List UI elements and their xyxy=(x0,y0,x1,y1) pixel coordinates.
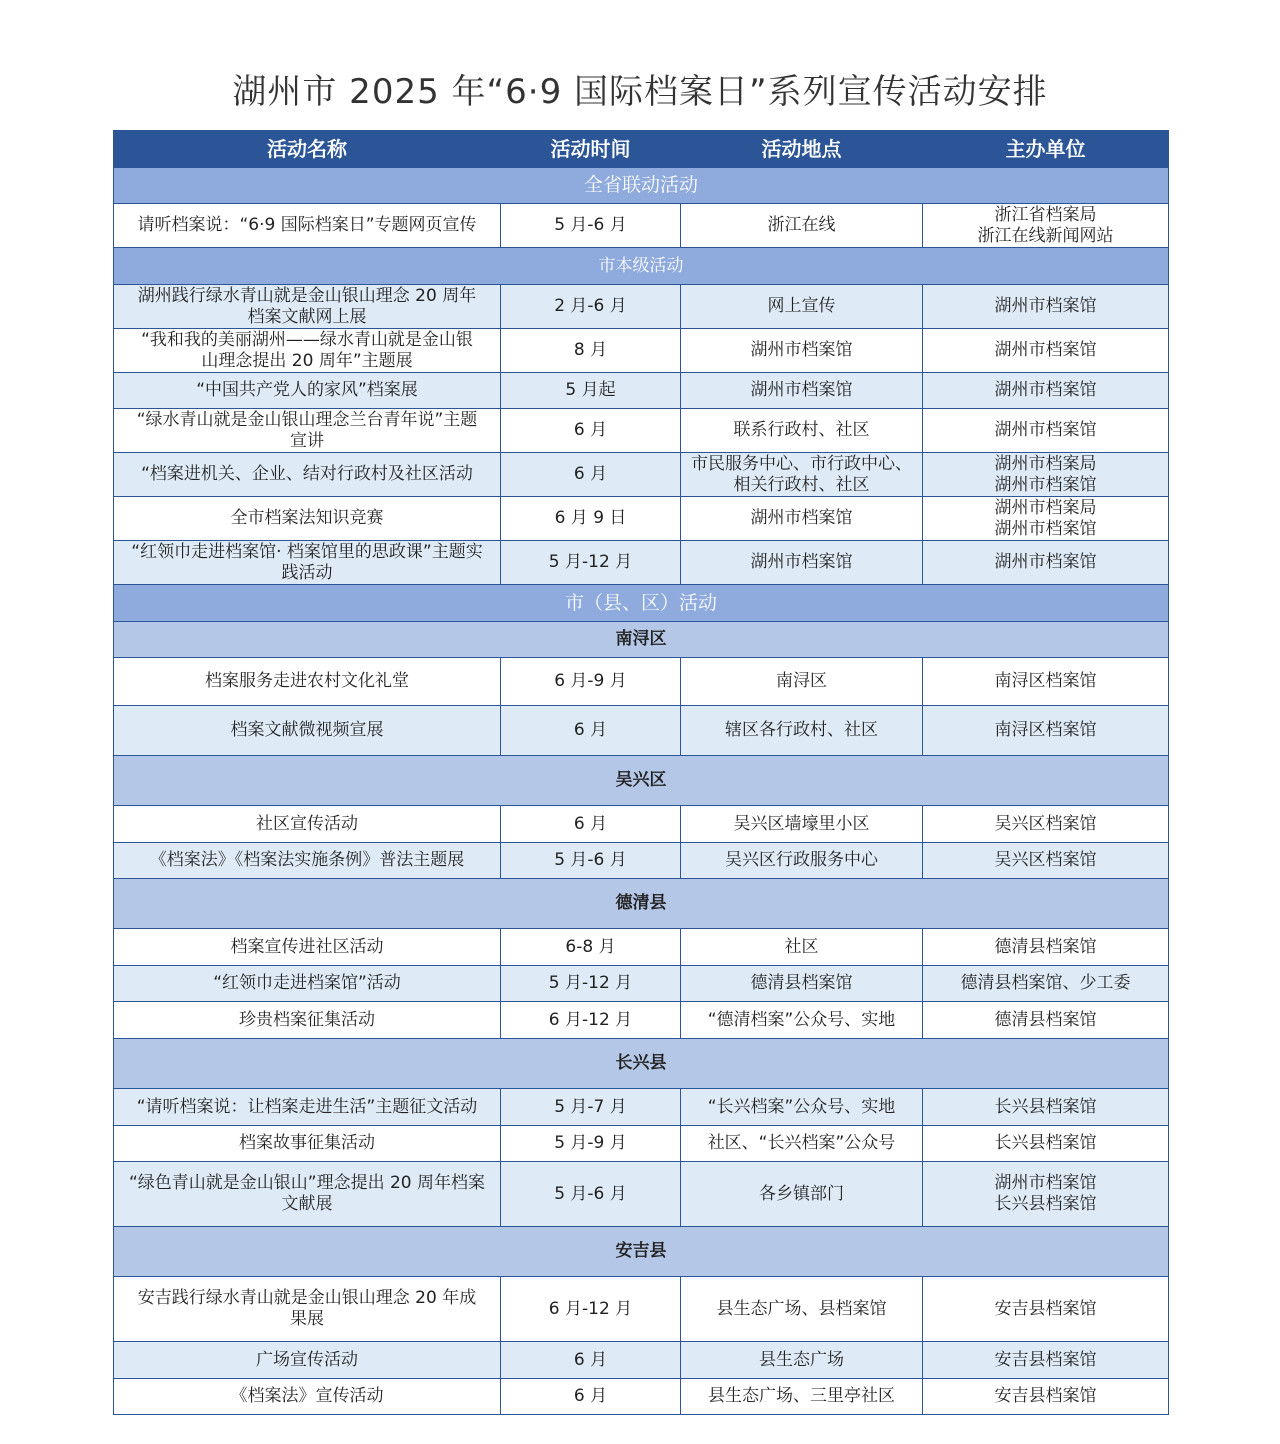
cell-name xyxy=(114,329,501,373)
table-row xyxy=(114,453,1169,497)
table-row xyxy=(114,1162,1169,1227)
cell-name xyxy=(114,409,501,453)
cell-time: 6 月-12 月 xyxy=(501,1002,681,1039)
cell-time: 2 月-6 月 xyxy=(501,285,681,329)
org-line: 湖州市档案馆 xyxy=(994,1173,1097,1193)
cell-name: “档案进机关、企业、结对行政村及社区活动 xyxy=(114,453,501,497)
cell-name xyxy=(114,541,501,585)
cell-place: 辖区各行政村、社区 xyxy=(681,706,923,756)
cell-place: 湖州市档案馆 xyxy=(681,541,923,585)
cell-time: 5 月-7 月 xyxy=(501,1089,681,1126)
cell-org: 安吉县档案馆 xyxy=(923,1342,1169,1379)
cell-org: 吴兴区档案馆 xyxy=(923,806,1169,843)
table-row xyxy=(114,373,1169,409)
cell-org: 湖州市档案馆 xyxy=(923,409,1169,453)
name-line: “我和我的美丽湖州——绿水青山就是金山银 xyxy=(141,329,473,350)
place-line: 相关行政村、社区 xyxy=(733,474,870,495)
cell-time: 5 月-6 月 xyxy=(501,1162,681,1227)
org-line: 长兴县档案馆 xyxy=(994,1194,1097,1214)
cell-place: 网上宣传 xyxy=(681,285,923,329)
cell-time: 5 月-12 月 xyxy=(501,541,681,585)
table-header-row xyxy=(114,131,1169,168)
cell-time: 6 月 xyxy=(501,453,681,497)
header-activity-place: 活动地点 xyxy=(681,131,923,168)
cell-time: 5 月-12 月 xyxy=(501,966,681,1002)
cell-name: “红领巾走进档案馆”活动 xyxy=(114,966,501,1002)
name-line: 安吉践行绿水青山就是金山银山理念 20 年成 xyxy=(137,1288,477,1308)
cell-name xyxy=(114,1162,501,1227)
cell-time: 6 月 xyxy=(501,706,681,756)
cell-org xyxy=(923,204,1169,248)
table-row xyxy=(114,409,1169,453)
name-line: 践活动 xyxy=(281,562,333,583)
section-row-county xyxy=(114,585,1169,622)
name-line: “红领巾走进档案馆· 档案馆里的思政课”主题实 xyxy=(131,541,483,562)
cell-place: 社区、“长兴档案”公众号 xyxy=(681,1126,923,1162)
cell-name xyxy=(114,285,501,329)
cell-name: 《档案法》宣传活动 xyxy=(114,1379,501,1415)
cell-place: 各乡镇部门 xyxy=(681,1162,923,1227)
cell-org: 湖州市档案馆 xyxy=(923,329,1169,373)
cell-place: 湖州市档案馆 xyxy=(681,329,923,373)
cell-place: “长兴档案”公众号、实地 xyxy=(681,1089,923,1126)
subsection-changxing: 长兴县 xyxy=(114,1039,1169,1089)
table-row xyxy=(114,1277,1169,1342)
name-line: 档案文献网上展 xyxy=(247,306,367,327)
subsection-row-changxing xyxy=(114,1039,1169,1089)
cell-time: 6 月 xyxy=(501,1342,681,1379)
subsection-row-anji xyxy=(114,1227,1169,1277)
org-line: 浙江在线新闻网站 xyxy=(977,225,1114,246)
cell-org: 德清县档案馆、少工委 xyxy=(923,966,1169,1002)
subsection-wuxing: 吴兴区 xyxy=(114,756,1169,806)
cell-org: 安吉县档案馆 xyxy=(923,1379,1169,1415)
table-row xyxy=(114,929,1169,966)
cell-org: 南浔区档案馆 xyxy=(923,658,1169,706)
table-row xyxy=(114,204,1169,248)
cell-time: 6 月-12 月 xyxy=(501,1277,681,1342)
cell-time: 6 月 xyxy=(501,806,681,843)
subsection-deqing: 德清县 xyxy=(114,879,1169,929)
cell-place: 浙江在线 xyxy=(681,204,923,248)
subsection-row-wuxing xyxy=(114,756,1169,806)
table-row xyxy=(114,329,1169,373)
cell-place: 县生态广场、县档案馆 xyxy=(681,1277,923,1342)
org-line: 湖州市档案馆 xyxy=(994,518,1097,539)
header-activity-time: 活动时间 xyxy=(501,131,681,168)
section-city: 市本级活动 xyxy=(114,248,1169,285)
cell-org: 安吉县档案馆 xyxy=(923,1277,1169,1342)
cell-org: 长兴县档案馆 xyxy=(923,1089,1169,1126)
cell-time: 8 月 xyxy=(501,329,681,373)
cell-name: 档案文献微视频宣展 xyxy=(114,706,501,756)
page-title: 湖州市 2025 年“6·9 国际档案日”系列宣传活动安排 xyxy=(232,72,1048,112)
cell-place: 吴兴区墙壕里小区 xyxy=(681,806,923,843)
cell-place: 联系行政村、社区 xyxy=(681,409,923,453)
cell-org: 德清县档案馆 xyxy=(923,1002,1169,1039)
org-line: 湖州市档案局 xyxy=(994,497,1097,518)
cell-place: 湖州市档案馆 xyxy=(681,373,923,409)
cell-time: 5 月起 xyxy=(501,373,681,409)
header-organizer: 主办单位 xyxy=(923,131,1169,168)
table-row xyxy=(114,285,1169,329)
cell-org: 吴兴区档案馆 xyxy=(923,843,1169,879)
table-row xyxy=(114,1342,1169,1379)
table-row xyxy=(114,1379,1169,1415)
subsection-anji: 安吉县 xyxy=(114,1227,1169,1277)
org-line: 湖州市档案馆 xyxy=(994,474,1097,495)
name-line: 山理念提出 20 周年”主题展 xyxy=(201,350,413,371)
table-row xyxy=(114,966,1169,1002)
section-province: 全省联动活动 xyxy=(114,168,1169,204)
cell-name: 请听档案说：“6·9 国际档案日”专题网页宣传 xyxy=(114,204,501,248)
header-activity-name: 活动名称 xyxy=(114,131,501,168)
table-row xyxy=(114,1089,1169,1126)
cell-name xyxy=(114,1277,501,1342)
table-row xyxy=(114,1126,1169,1162)
cell-org xyxy=(923,453,1169,497)
name-line: “绿水青山就是金山银山理念兰台青年说”主题 xyxy=(136,409,478,430)
table-row xyxy=(114,806,1169,843)
cell-org xyxy=(923,1162,1169,1227)
cell-org: 湖州市档案馆 xyxy=(923,285,1169,329)
place-line: 市民服务中心、市行政中心、 xyxy=(691,453,912,474)
subsection-row-deqing xyxy=(114,879,1169,929)
cell-place: 南浔区 xyxy=(681,658,923,706)
subsection-row-nanxun xyxy=(114,622,1169,658)
org-line: 湖州市档案局 xyxy=(994,453,1097,474)
cell-name: 《档案法》《档案法实施条例》普法主题展 xyxy=(114,843,501,879)
cell-name: 档案宣传进社区活动 xyxy=(114,929,501,966)
cell-place: 县生态广场 xyxy=(681,1342,923,1379)
section-county: 市（县、区）活动 xyxy=(114,585,1169,622)
cell-org: 南浔区档案馆 xyxy=(923,706,1169,756)
section-row-city xyxy=(114,248,1169,285)
name-line: 果展 xyxy=(290,1309,324,1329)
cell-time: 5 月-6 月 xyxy=(501,843,681,879)
cell-time: 6 月 xyxy=(501,1379,681,1415)
table-row xyxy=(114,843,1169,879)
cell-time: 5 月-9 月 xyxy=(501,1126,681,1162)
cell-place: “德清档案”公众号、实地 xyxy=(681,1002,923,1039)
name-line: 湖州践行绿水青山就是金山银山理念 20 周年 xyxy=(137,285,477,306)
cell-name: 全市档案法知识竞赛 xyxy=(114,497,501,541)
cell-place: 湖州市档案馆 xyxy=(681,497,923,541)
cell-time: 6 月-9 月 xyxy=(501,658,681,706)
cell-org: 德清县档案馆 xyxy=(923,929,1169,966)
table-row xyxy=(114,706,1169,756)
table-row xyxy=(114,541,1169,585)
cell-org: 湖州市档案馆 xyxy=(923,541,1169,585)
cell-name: 档案服务走进农村文化礼堂 xyxy=(114,658,501,706)
cell-place: 社区 xyxy=(681,929,923,966)
cell-org xyxy=(923,497,1169,541)
cell-place: 吴兴区行政服务中心 xyxy=(681,843,923,879)
cell-name: 广场宣传活动 xyxy=(114,1342,501,1379)
cell-time: 5 月-6 月 xyxy=(501,204,681,248)
cell-name: 档案故事征集活动 xyxy=(114,1126,501,1162)
name-line: 文献展 xyxy=(281,1194,333,1214)
section-row-province xyxy=(114,168,1169,204)
cell-name: “中国共产党人的家风”档案展 xyxy=(114,373,501,409)
cell-time: 6-8 月 xyxy=(501,929,681,966)
cell-place: 县生态广场、三里亭社区 xyxy=(681,1379,923,1415)
org-line: 浙江省档案局 xyxy=(994,204,1097,225)
cell-place: 德清县档案馆 xyxy=(681,966,923,1002)
name-line: “绿色青山就是金山银山”理念提出 20 周年档案 xyxy=(128,1173,486,1193)
cell-name: “请听档案说：让档案走进生活”主题征文活动 xyxy=(114,1089,501,1126)
cell-time: 6 月 xyxy=(501,409,681,453)
cell-name: 珍贵档案征集活动 xyxy=(114,1002,501,1039)
name-line: 宣讲 xyxy=(290,430,324,451)
cell-place xyxy=(681,453,923,497)
cell-name: 社区宣传活动 xyxy=(114,806,501,843)
table-row xyxy=(114,1002,1169,1039)
subsection-nanxun: 南浔区 xyxy=(114,622,1169,658)
table-row xyxy=(114,497,1169,541)
activity-table xyxy=(113,130,1169,1415)
cell-time: 6 月 9 日 xyxy=(501,497,681,541)
cell-org: 湖州市档案馆 xyxy=(923,373,1169,409)
table-row xyxy=(114,658,1169,706)
cell-org: 长兴县档案馆 xyxy=(923,1126,1169,1162)
